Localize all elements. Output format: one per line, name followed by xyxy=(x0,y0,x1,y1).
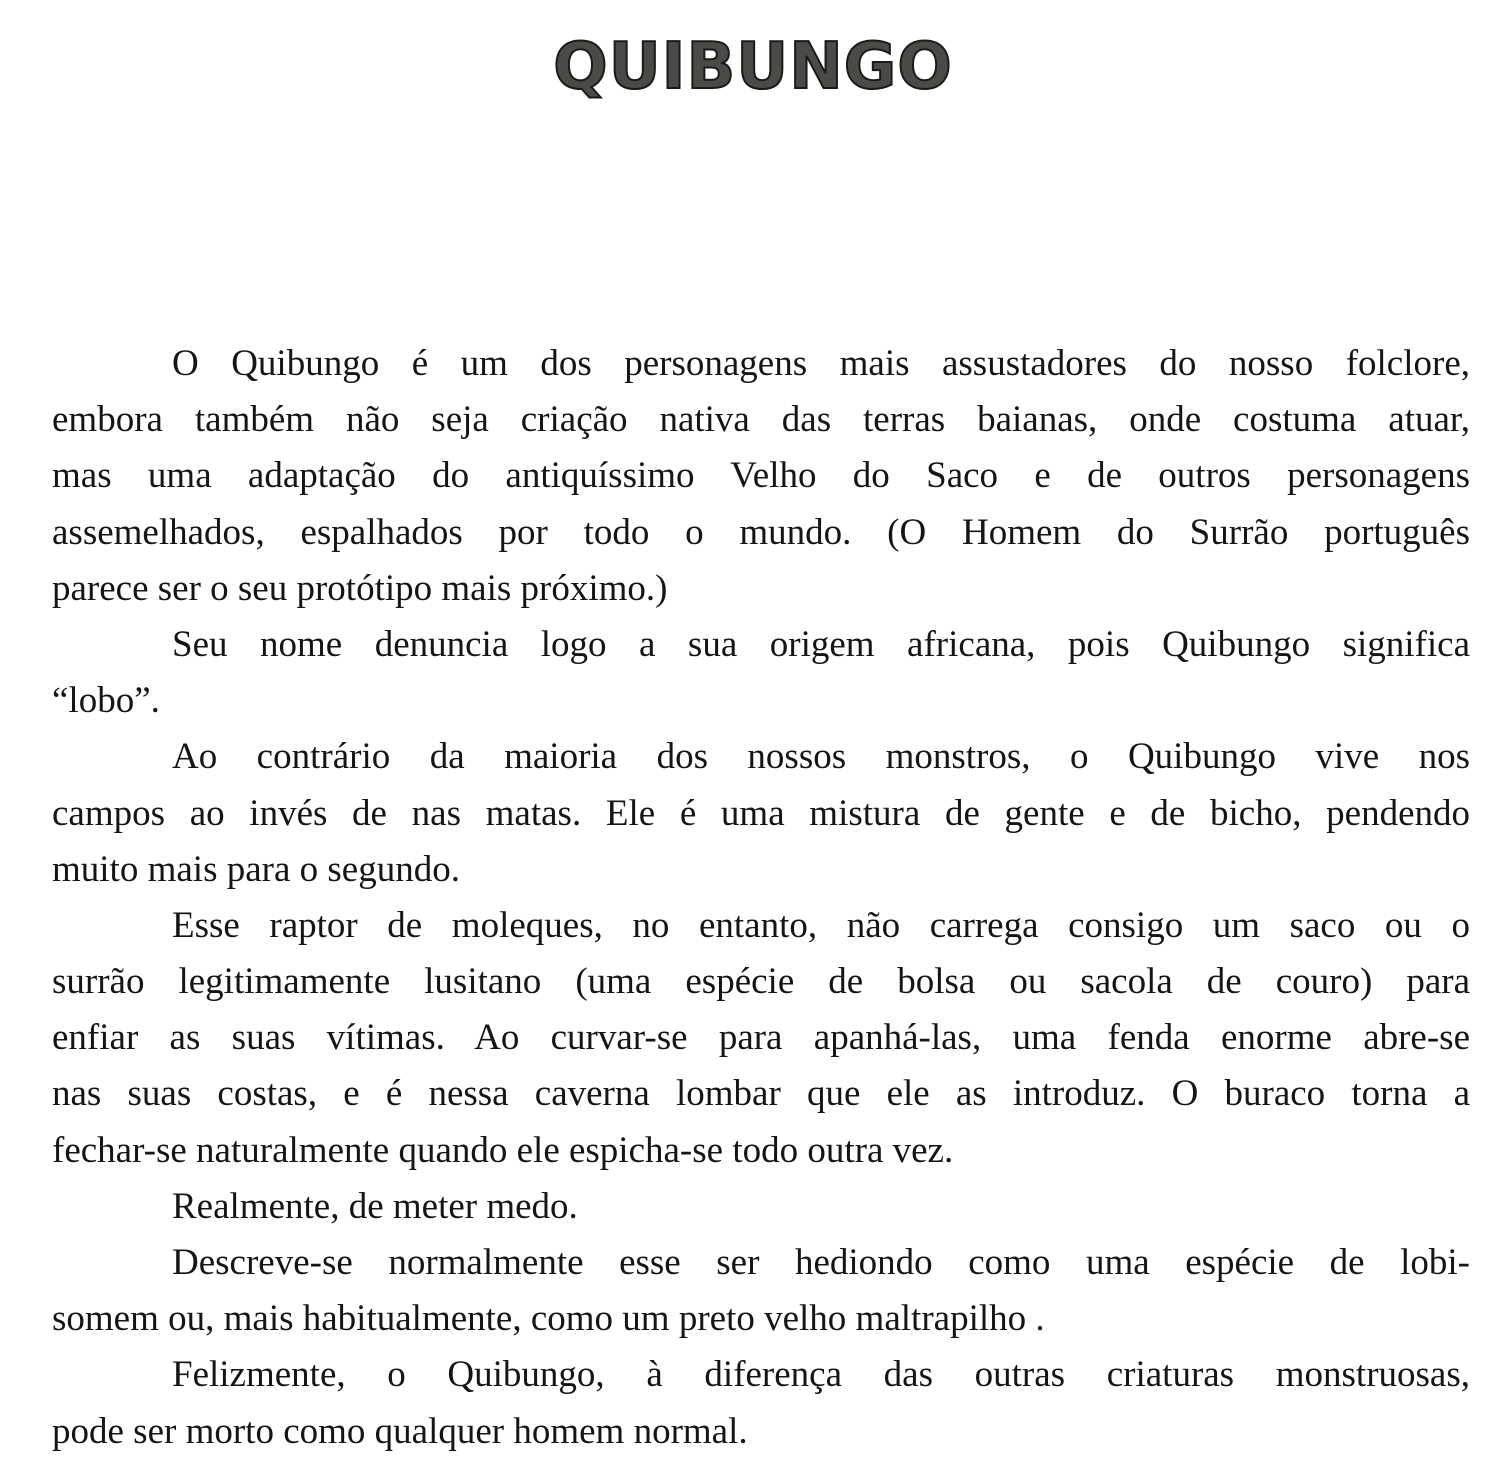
paragraph xyxy=(52,1347,1470,1459)
text-line: fechar-se naturalmente quando ele espicha-se todo outra vez. xyxy=(52,1129,954,1171)
paragraph xyxy=(52,336,1470,617)
text-line: Esse raptor de moleques, no entanto, não carrega consigo um saco ou o xyxy=(172,904,1470,946)
text-line: embora também não seja criação nativa das terras baianas, onde costuma atuar, xyxy=(52,399,1470,441)
page-title: QUIBUNGO xyxy=(553,30,953,104)
paragraph xyxy=(52,729,1470,898)
text-line: somem ou, mais habitualmente, como um preto velho maltrapilho . xyxy=(52,1298,1045,1340)
paragraph xyxy=(52,617,1470,729)
text-line: pode ser morto como qualquer homem normal. xyxy=(52,1410,748,1452)
text-line: Ao contrário da maioria dos nossos monstros, o Quibungo vive nos xyxy=(172,736,1470,778)
text-line: assemelhados, espalhados por todo o mundo. (O Homem do Surrão português xyxy=(52,511,1470,553)
body-text xyxy=(52,336,1470,1460)
text-line: mas uma adaptação do antiquíssimo Velho do Saco e de outros personagens xyxy=(52,455,1470,497)
text-line: Seu nome denuncia logo a sua origem africana, pois Quibungo significa xyxy=(172,623,1470,665)
text-line: surrão legitimamente lusitano (uma espécie de bolsa ou sacola de couro) para xyxy=(52,961,1470,1003)
text-line: O Quibungo é um dos personagens mais assustadores do nosso folclore, xyxy=(172,343,1470,384)
text-line: nas suas costas, e é nessa caverna lombar que ele as introduz. O buraco torna a xyxy=(52,1073,1470,1115)
text-line: enfiar as suas vítimas. Ao curvar-se para apanhá-las, uma fenda enorme abre-se xyxy=(52,1017,1470,1059)
text-line: Descreve-se normalmente esse ser hediondo como uma espécie de lobi- xyxy=(172,1242,1470,1283)
text-line: Felizmente, o Quibungo, à diferença das outras criaturas monstruosas, xyxy=(172,1354,1470,1396)
paragraph xyxy=(52,1179,1470,1235)
paragraph xyxy=(52,1235,1470,1347)
text-line: “lobo”. xyxy=(52,680,160,722)
text-line: muito mais para o segundo. xyxy=(52,848,460,890)
text-line: parece ser o seu protótipo mais próximo.) xyxy=(52,567,668,609)
text-line: Realmente, de meter medo. xyxy=(172,1185,578,1227)
text-line: campos ao invés de nas matas. Ele é uma mistura de gente e de bicho, pendendo xyxy=(52,792,1470,834)
paragraph xyxy=(52,898,1470,1179)
